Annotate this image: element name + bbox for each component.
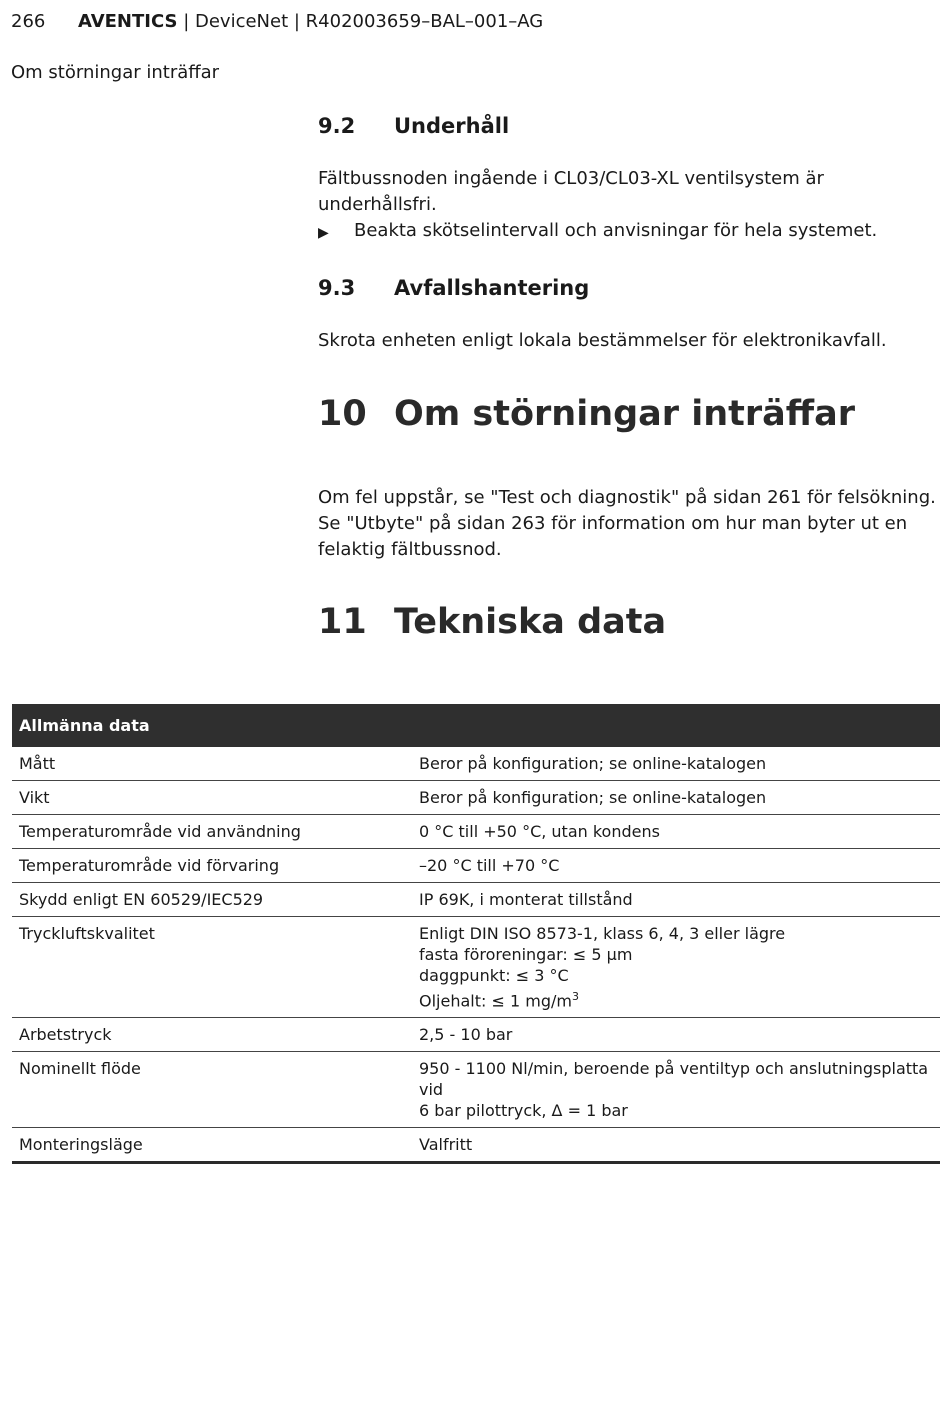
- section-heading-9-3: [318, 276, 589, 300]
- row-value: –20 °C till +70 °C: [405, 849, 940, 883]
- value-line: daggpunkt: ≤ 3 °C: [419, 966, 569, 985]
- row-label: Vikt: [12, 781, 405, 815]
- table-row: [12, 883, 940, 917]
- table-row: [12, 1052, 940, 1128]
- row-label: Monteringsläge: [12, 1128, 405, 1163]
- row-value: [405, 1052, 940, 1128]
- superscript: 3: [571, 990, 579, 1003]
- chapter-number: 11: [318, 602, 367, 642]
- value-line: 950 - 1100 Nl/min, beroende på ventiltyp och anslutningsplatta vid: [419, 1059, 929, 1100]
- table-header: Allmänna data: [12, 704, 940, 747]
- document-id: | DeviceNet | R402003659–BAL–001–AG: [177, 11, 544, 32]
- value-line: Enligt DIN ISO 8573-1, klass 6, 4, 3 eller lägre: [419, 924, 786, 943]
- value-line: 6 bar pilottryck, Δ = 1 bar: [419, 1101, 628, 1121]
- section-heading-9-2: [318, 114, 509, 138]
- table-row: [12, 1018, 940, 1052]
- page-number: 266: [11, 11, 46, 32]
- chapter-title: Tekniska data: [394, 602, 667, 642]
- row-label: Nominellt flöde: [12, 1052, 405, 1128]
- row-label: Mått: [12, 747, 405, 781]
- brand-name: AVENTICS: [78, 11, 178, 32]
- value-line: fasta föroreningar: ≤ 5 µm: [419, 945, 633, 964]
- value-text: Oljehalt: ≤ 1 mg/m: [419, 991, 572, 1011]
- bullet-arrow-icon: ▶: [318, 225, 329, 241]
- row-label: Tryckluftskvalitet: [12, 917, 405, 1018]
- paragraph: Fältbussnoden ingående i CL03/CL03-XL ventilsystem är underhållsfri.: [318, 168, 824, 215]
- section-number: 9.3: [318, 276, 356, 300]
- paragraph: Skrota enheten enligt lokala bestämmelser för elektronikavfall.: [318, 330, 887, 351]
- row-value: [405, 917, 940, 1018]
- technical-data-table: [12, 704, 940, 1164]
- row-label: Skydd enligt EN 60529/IEC529: [12, 883, 405, 917]
- chapter-heading-10: [318, 394, 855, 434]
- bullet-text: Beakta skötselintervall och anvisningar för hela systemet.: [354, 220, 878, 241]
- value-line: [419, 986, 933, 1011]
- row-value: Valfritt: [405, 1128, 940, 1163]
- row-label: Temperaturområde vid användning: [12, 815, 405, 849]
- table-row: [12, 747, 940, 781]
- table-row: [12, 849, 940, 883]
- row-label: Temperaturområde vid förvaring: [12, 849, 405, 883]
- section-title: Underhåll: [394, 114, 510, 138]
- page-header: [11, 11, 543, 32]
- table-row: [12, 1128, 940, 1163]
- row-value: 2,5 - 10 bar: [405, 1018, 940, 1052]
- bullet-item: [318, 218, 943, 246]
- row-value: IP 69K, i monterat tillstånd: [405, 883, 940, 917]
- running-title: Om störningar inträffar: [11, 62, 220, 83]
- section-body: [318, 166, 943, 246]
- chapter-heading-11: [318, 602, 666, 642]
- table-row: [12, 781, 940, 815]
- table-body: [12, 747, 940, 1163]
- section-number: 9.2: [318, 114, 356, 138]
- table-header-row: [12, 704, 940, 747]
- row-value: Beror på konfiguration; se online-katalogen: [405, 781, 940, 815]
- row-label: Arbetstryck: [12, 1018, 405, 1052]
- row-value: 0 °C till +50 °C, utan kondens: [405, 815, 940, 849]
- table-row: [12, 815, 940, 849]
- chapter-title: Om störningar inträffar: [394, 394, 855, 434]
- row-value: Beror på konfiguration; se online-katalogen: [405, 747, 940, 781]
- table-row: [12, 917, 940, 1018]
- chapter-number: 10: [318, 394, 367, 434]
- paragraph: Om fel uppstår, se "Test och diagnostik" på sidan 261 för felsökning. Se "Utbyte" på sidan 263 för information om hur man byter ut en felaktig fältbussnod.: [318, 487, 936, 560]
- section-title: Avfallshantering: [394, 276, 590, 300]
